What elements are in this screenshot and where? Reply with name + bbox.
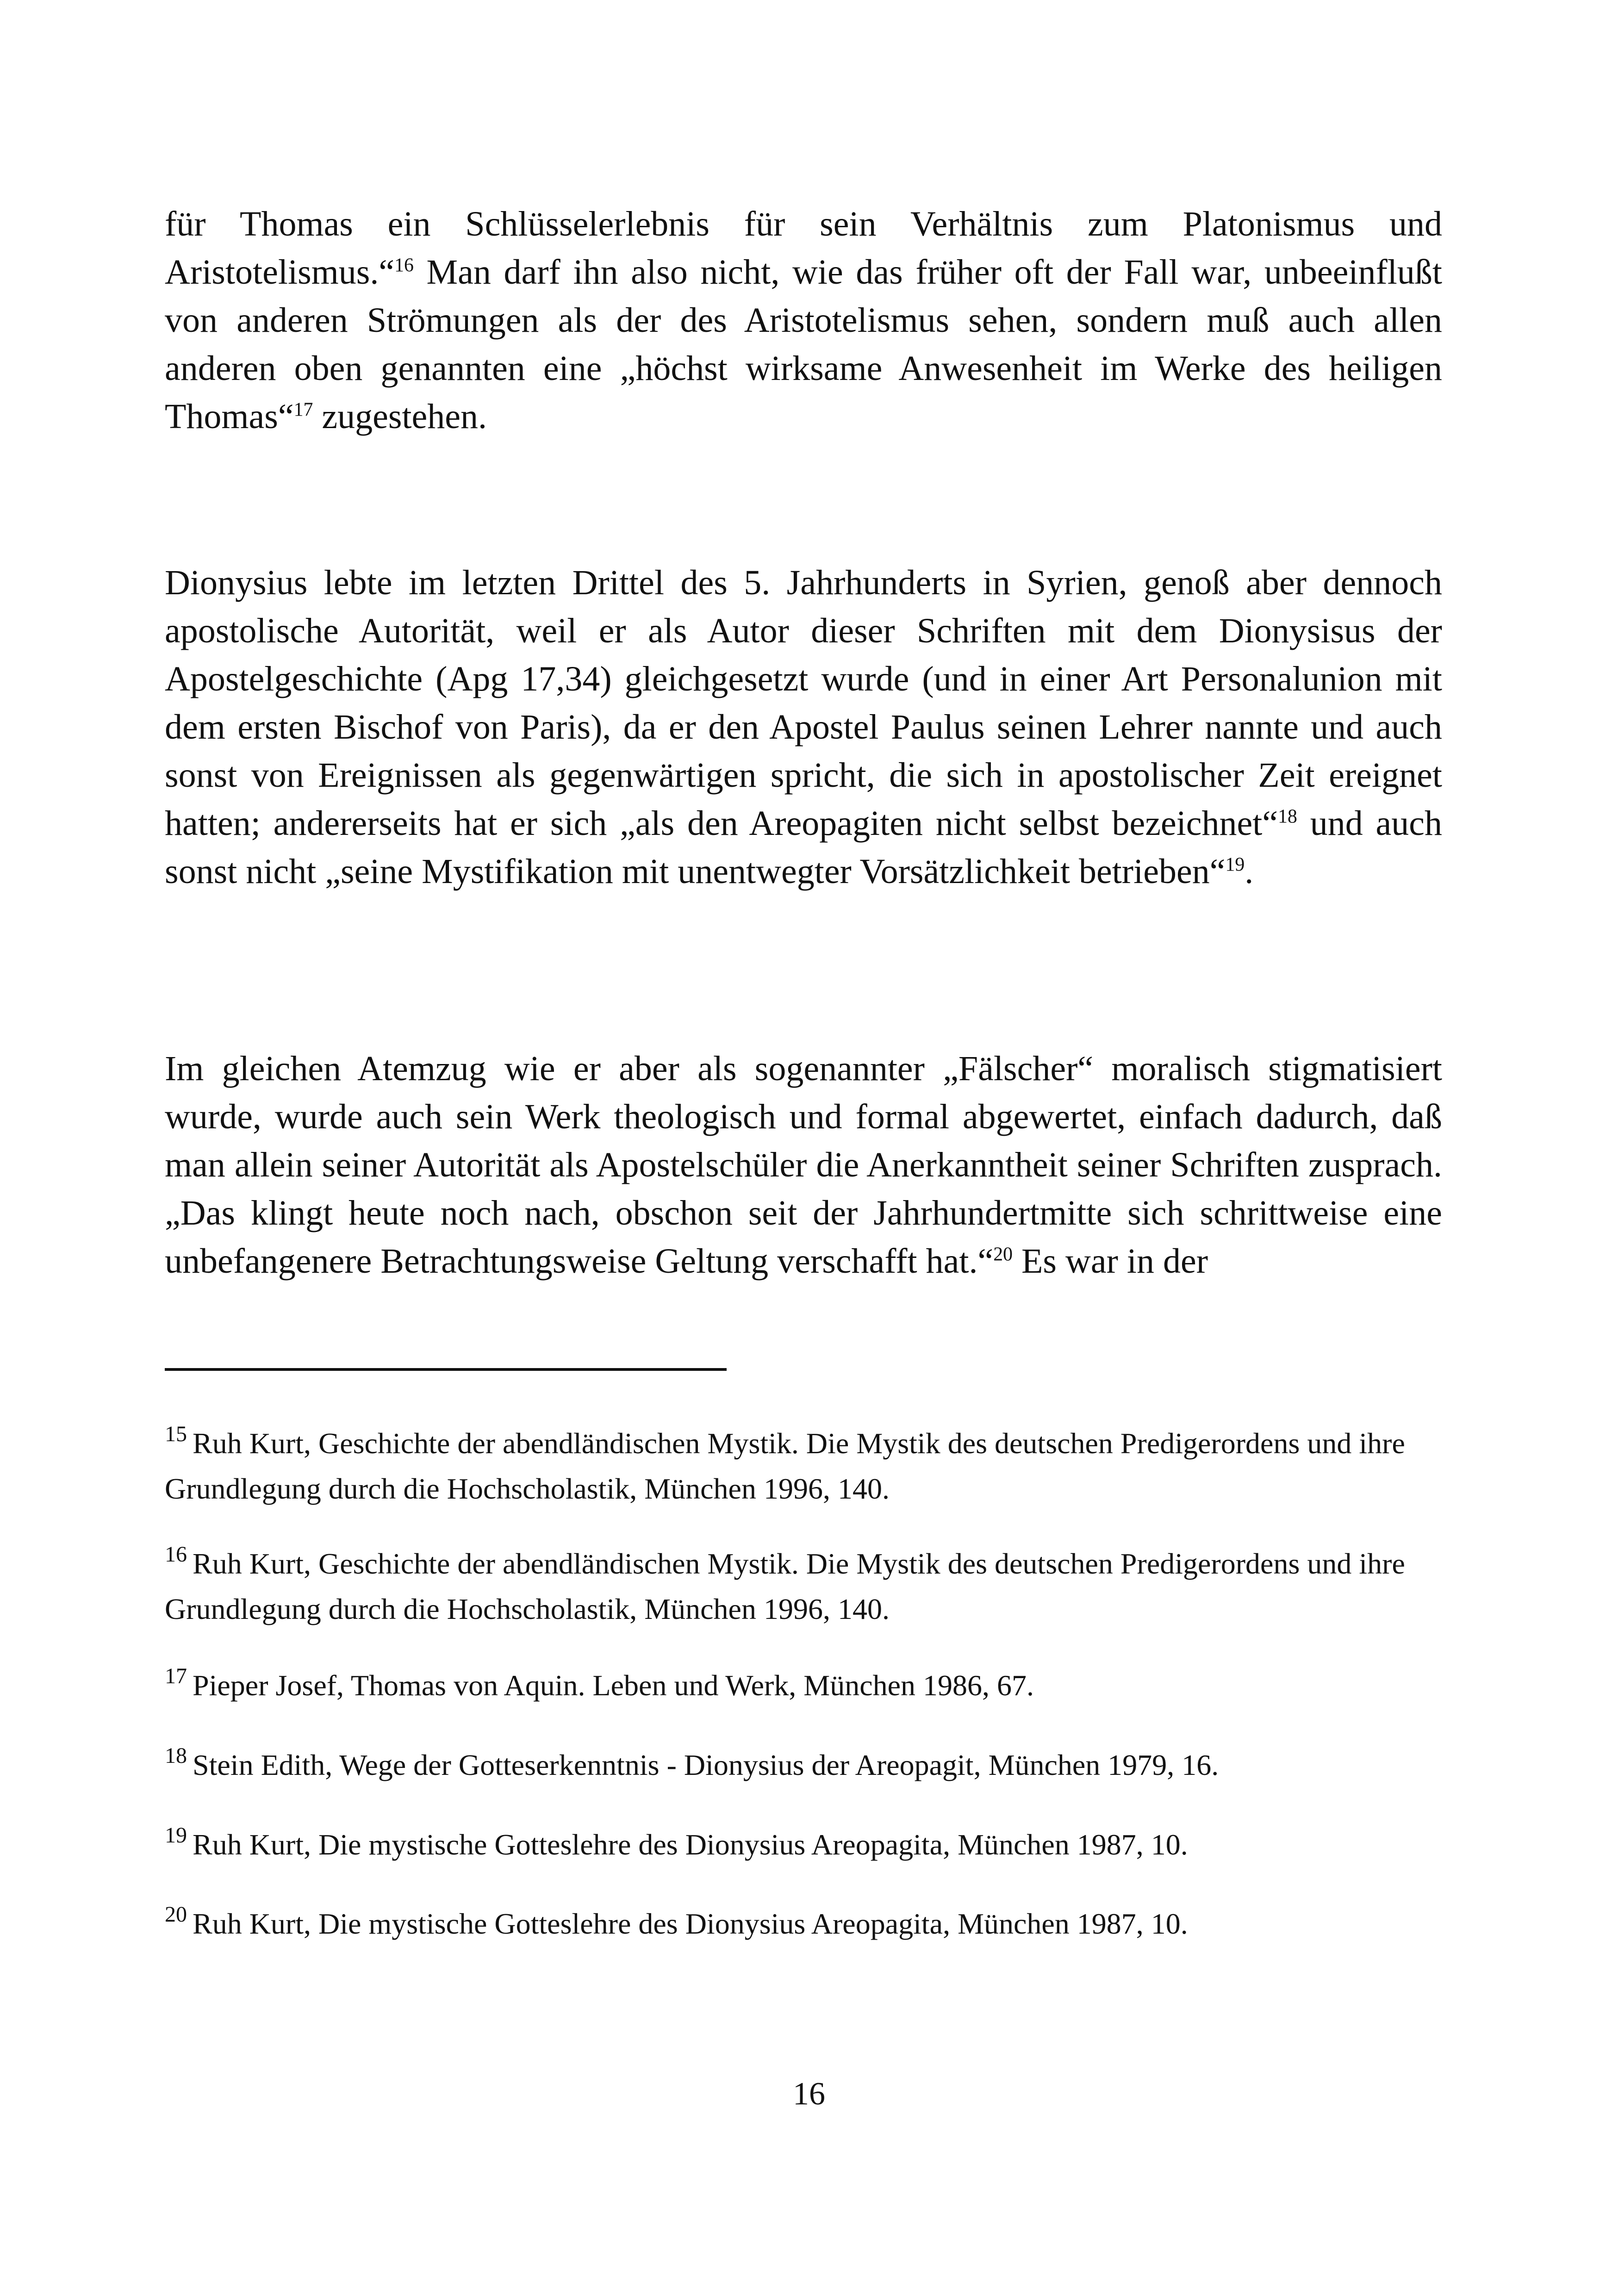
footnote-20 <box>165 1901 1442 1947</box>
footnote-16 <box>165 1541 1442 1632</box>
footnote-number: 18 <box>165 1743 187 1768</box>
footnote-17 <box>165 1663 1442 1708</box>
footnote-number: 20 <box>165 1902 187 1927</box>
text-run: Es war in der <box>1013 1242 1208 1281</box>
footnote-19 <box>165 1822 1442 1867</box>
text-run: Im gleichen Atemzug wie er aber als sogenannter „Fälscher“ moralisch stigmatisiert wurde, wurde auch sein Werk theologisch und formal abgewertet, einfach dadurch, daß man allein seiner Autorität als Apostelschüler die Anerkanntheit seiner Schriften zusprach. „Das klingt heute noch nach, obschon seit der Jahrhundertmitte sich schrittweise eine unbefangenere Betrachtungsweise Geltung verschafft hat.“ <box>165 1049 1442 1281</box>
footnote-18 <box>165 1742 1442 1788</box>
text-run: für Thomas ein Schlüsselerlebnis für sein Verhältnis zum Platonismus und Aristotelismus.“ <box>165 205 1442 292</box>
footnote-ref-20[interactable]: 20 <box>993 1244 1013 1265</box>
footnote-text: Ruh Kurt, Die mystische Gotteslehre des Dionysius Areopagita, München 1987, 10. <box>193 1828 1188 1861</box>
footnote-ref-18[interactable]: 18 <box>1278 806 1297 828</box>
footnote-number: 15 <box>165 1421 187 1446</box>
text-run: . <box>1245 852 1254 891</box>
footnote-number: 16 <box>165 1542 187 1567</box>
text-run: zugestehen. <box>313 397 487 436</box>
text-run: und auch sonst nicht „seine Mystifikation mit unentwegter Vorsätzlichkeit betrieben“ <box>165 804 1442 891</box>
body-paragraph-1 <box>165 200 1442 441</box>
footnote-ref-16[interactable]: 16 <box>394 255 414 276</box>
footnote-text: Pieper Josef, Thomas von Aquin. Leben und Werk, München 1986, 67. <box>193 1669 1034 1702</box>
text-run: Dionysius lebte im letzten Drittel des 5. Jahrhunderts in Syrien, genoß aber dennoch apostolische Autorität, weil er als Autor dieser Schriften mit dem Dionysisus der Apostelgeschichte (Apg 17,34) gleichgesetzt wurde (und in einer Art Personalunion mit dem ersten Bischof von Paris), da er den Apostel Paulus seinen Lehrer nannte und auch sonst von Ereignissen als gegenwärtigen spricht, die sich in apostolischer Zeit ereignet hatten; andererseits hat er sich „als den Areopagiten nicht selbst bezeichnet“ <box>165 563 1442 843</box>
footnote-text: Ruh Kurt, Die mystische Gotteslehre des Dionysius Areopagita, München 1987, 10. <box>193 1907 1188 1940</box>
footnote-text: Ruh Kurt, Geschichte der abendländischen Mystik. Die Mystik des deutschen Predigerordens und ihre Grundlegung durch die Hochscholastik, München 1996, 140. <box>165 1547 1435 1625</box>
page-number: 16 <box>793 2076 825 2112</box>
footnote-ref-17[interactable]: 17 <box>293 399 313 421</box>
footnote-text: Ruh Kurt, Geschichte der abendländischen Mystik. Die Mystik des deutschen Predigerordens und ihre Grundlegung durch die Hochscholastik, München 1996, 140. <box>165 1427 1405 1505</box>
body-paragraph-3 <box>165 1045 1442 1285</box>
footnote-15 <box>165 1421 1442 1512</box>
body-paragraph-2 <box>165 559 1442 896</box>
footnote-ref-19[interactable]: 19 <box>1225 854 1245 876</box>
footnote-number: 19 <box>165 1823 187 1848</box>
footnote-text: Stein Edith, Wege der Gotteserkenntnis - Dionysius der Areopagit, München 1979, 16. <box>193 1748 1219 1781</box>
text-run: Man darf ihn also nicht, wie das früher oft der Fall war, unbeeinflußt von anderen Strömungen als der des Aristotelismus sehen, sondern muß auch allen anderen oben genannten eine „höchst wirksame Anwesenheit im Werke des heiligen Thomas“ <box>165 253 1442 436</box>
footnote-number: 17 <box>165 1663 187 1688</box>
footnote-separator <box>165 1368 727 1371</box>
